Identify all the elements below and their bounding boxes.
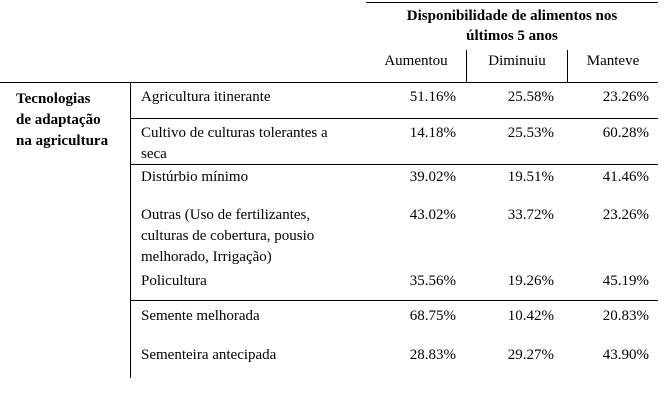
row-label: Agricultura itinerante — [141, 89, 271, 105]
cell-manteve: 23.26% — [602, 207, 649, 223]
cell-diminuiu: 10.42% — [507, 308, 554, 324]
cell-diminuiu: 29.27% — [507, 347, 554, 363]
cell-manteve: 45.19% — [602, 273, 649, 289]
cell-aumentou: 39.02% — [409, 169, 456, 185]
row-label: Semente melhorada — [141, 308, 260, 324]
cell-manteve: 20.83% — [602, 308, 649, 324]
row-label: melhorado, Irrigação) — [141, 249, 272, 265]
row-rule — [130, 164, 658, 165]
header-top-rule — [366, 2, 658, 3]
group-header-line2: últimos 5 anos — [466, 28, 558, 44]
cell-manteve: 43.90% — [602, 347, 649, 363]
cell-aumentou: 51.16% — [409, 89, 456, 105]
row-rule — [130, 118, 658, 119]
cell-manteve: 23.26% — [602, 89, 649, 105]
row-header-line3: na agricultura — [16, 133, 109, 149]
cell-aumentou: 14.18% — [409, 125, 456, 141]
row-header-line1: Tecnologias — [16, 91, 91, 107]
cell-aumentou: 43.02% — [409, 207, 456, 223]
row-rule — [130, 300, 658, 301]
cell-diminuiu: 33.72% — [507, 207, 554, 223]
header-bottom-rule — [0, 82, 658, 83]
row-label: Sementeira antecipada — [141, 347, 277, 363]
row-label: Policultura — [141, 273, 207, 289]
cell-diminuiu: 25.53% — [507, 125, 554, 141]
cell-diminuiu: 19.51% — [507, 169, 554, 185]
column-header-aumentou: Aumentou — [384, 53, 448, 69]
row-header-line2: de adaptação — [16, 112, 101, 128]
cell-aumentou: 35.56% — [409, 273, 456, 289]
row-label: Outras (Uso de fertilizantes, — [141, 207, 311, 223]
column-header-manteve: Manteve — [586, 53, 640, 69]
cell-aumentou: 68.75% — [409, 308, 456, 324]
cell-diminuiu: 19.26% — [507, 273, 554, 289]
row-label: Cultivo de culturas tolerantes a — [141, 125, 328, 141]
cell-aumentou: 28.83% — [409, 347, 456, 363]
row-label: Distúrbio mínimo — [141, 169, 249, 185]
cell-manteve: 60.28% — [602, 125, 649, 141]
row-label: seca — [141, 146, 167, 162]
group-header-line1: Disponibilidade de alimentos nos — [406, 8, 618, 24]
cell-diminuiu: 25.58% — [507, 89, 554, 105]
cell-manteve: 41.46% — [602, 169, 649, 185]
column-rule — [130, 82, 131, 378]
column-header-diminuiu: Diminuiu — [488, 53, 546, 69]
row-label: culturas de cobertura, pousio — [141, 228, 315, 244]
